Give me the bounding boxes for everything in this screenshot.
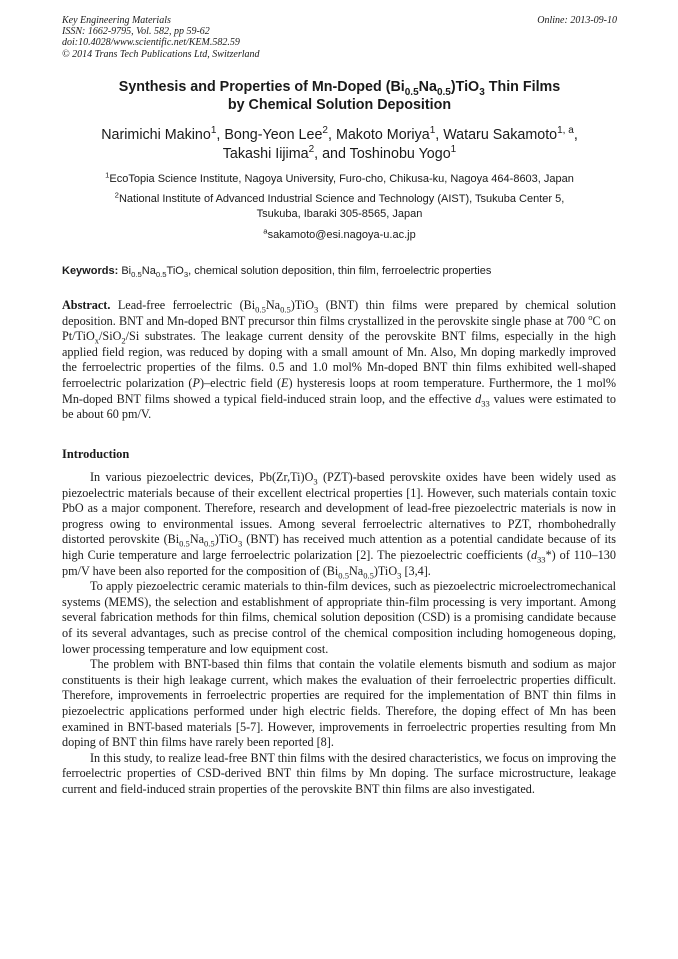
issn-line: ISSN: 1662-9795, Vol. 582, pp 59-62 — [62, 26, 210, 38]
abstract-label: Abstract. — [62, 298, 111, 312]
author-name: Makoto Moriya — [335, 127, 430, 143]
keywords: Keywords: $Bi_{0.5}Na_{0.5}TiO_3$, chemical solution deposition, thin film, ferroelectric properties — [62, 265, 492, 280]
title-line-1: Synthesis and Properties of Mn-Doped $(Bi_{0.5}Na_{0.5})TiO_3$ Thin Films — [118, 79, 561, 98]
doi-line: doi:10.4028/www.scientific.net/KEM.582.59 — [62, 37, 240, 49]
author-line-2: Takashi Iijima$^2$, and Toshinobu Yogo$^1$ — [222, 144, 457, 162]
author-name: Takashi Iijima — [222, 146, 309, 162]
paragraph: To apply piezoelectric ceramic materials to thin-film devices, such as piezoelectric microelectromechanical systems (MEMS), the selection and establishment of appropriate thin-film processing is very important. Among several fabrication methods for thin films, chemical solution deposition (CSD) is a promising candidate because of its several advantages, such as precise control of the chemical composition including homogeneous doping, lower processing temperature and low equipment cost. — [62, 579, 616, 656]
keywords-label: Keywords: — [62, 265, 119, 277]
email-address: $^a$sakamoto@esi.nagoya-u.ac.jp — [263, 226, 416, 241]
running-header — [62, 15, 617, 60]
affiliation-1: $^1$EcoTopia Science Institute, Nagoya University, Furo-cho, Chikusa-ku, Nagoya 464-8603, Japan — [105, 170, 574, 185]
abstract: Abstract. Lead-free ferroelectric $(Bi_{0.5}Na_{0.5})TiO_3$ (BNT) thin films were prepared by chemical solution deposition. BNT and Mn-doped BNT precursor thin films crystallized in the perovskite single phase at 700 $^o$C on Pt/TiO$_x$/SiO$_2$/Si substrates. The leakage current density of the perovskite BNT films, especially in the high applied field region, was reduced by doping with a small amount of Mn. Also, Mn doping markedly improved the ferroelectric properties of the films. 0.5 and 1.0 mol% Mn-doped BNT thin films exhibited well-shaped ferroelectric polarization (P)–electric field (E) hysteresis loops at room temperature. Furthermore, the 1 mol% Mn-doped BNT films showed a typical field-induced strain loop, and the effective $d_{33}$ values were estimated to be about 60 pm/V. — [62, 298, 616, 422]
author-line-1: Narimichi Makino$^1$, Bong-Yeon Lee$^2$, Makoto Moriya$^1$, Wataru Sakamoto$^{1, a}$, — [101, 125, 578, 143]
paper-title — [62, 78, 617, 114]
author-name: Wataru Sakamoto — [443, 127, 558, 143]
online-date: Online: 2013-09-10 — [537, 15, 617, 26]
author-name: Narimichi Makino — [101, 127, 211, 143]
author-name: Toshinobu Yogo — [349, 146, 451, 162]
author-list — [62, 126, 617, 164]
introduction-body — [62, 470, 616, 797]
journal-name: Key Engineering Materials — [62, 15, 171, 26]
affiliation-2: $^2$National Institute of Advanced Industrial Science and Technology (AIST), Tsukuba Center 5, Tsukuba, Ibaraki 305-8565, Japan — [114, 190, 565, 220]
paragraph: The problem with BNT-based thin films that contain the volatile elements bismuth and sodium as major constituents is their high leakage current, which makes the evaluation of their ferroelectric properties difficult. Therefore, improvements in ferroelectric properties are required for the implementation of BNT thin films in piezoelectric applications performed under high electric fields. Therefore, the doping effect of Mn has been examined in BNT-based materials [5-7]. However, improvements in ferroelectric properties resulting from Mn doping of BNT thin films have rarely been reported [8]. — [62, 657, 616, 750]
paragraph: In this study, to realize lead-free BNT thin films with the desired characteristics, we focus on improving the ferroelectric properties of CSD-derived BNT thin films by Mn doping. The surface microstructure, leakage current and field-induced strain properties of the perovskite BNT thin films are also investigated. — [62, 750, 616, 796]
title-line-2: by Chemical Solution Deposition — [227, 97, 452, 113]
paragraph: In various piezoelectric devices, $Pb(Zr,Ti)O_3$ (PZT)-based perovskite oxides have been widely used as piezoelectric materials because of their excellent electrical properties [1]. However, such materials contain toxic PbO as a major component. Therefore, research and development of lead-free piezoelectric materials is now in progress owing to environmental issues. Among several ferroelectric alternatives to PZT, rhombohedrally distorted perovskite $(Bi_{0.5}Na_{0.5})TiO_3$ (BNT) has received much attention as a potential candidate because of its high Curie temperature and large ferroelectric polarization [2]. The piezoelectric coefficients $(d_{33}*)$ of 110–130 pm/V have been also reported for the composition of $(Bi_{0.5}Na_{0.5})TiO_3$ [3,4]. — [62, 470, 616, 580]
author-name: Bong-Yeon Lee — [224, 127, 323, 143]
copyright-line: © 2014 Trans Tech Publications Ltd, Switzerland — [62, 48, 260, 60]
section-heading-introduction: Introduction — [62, 447, 130, 461]
